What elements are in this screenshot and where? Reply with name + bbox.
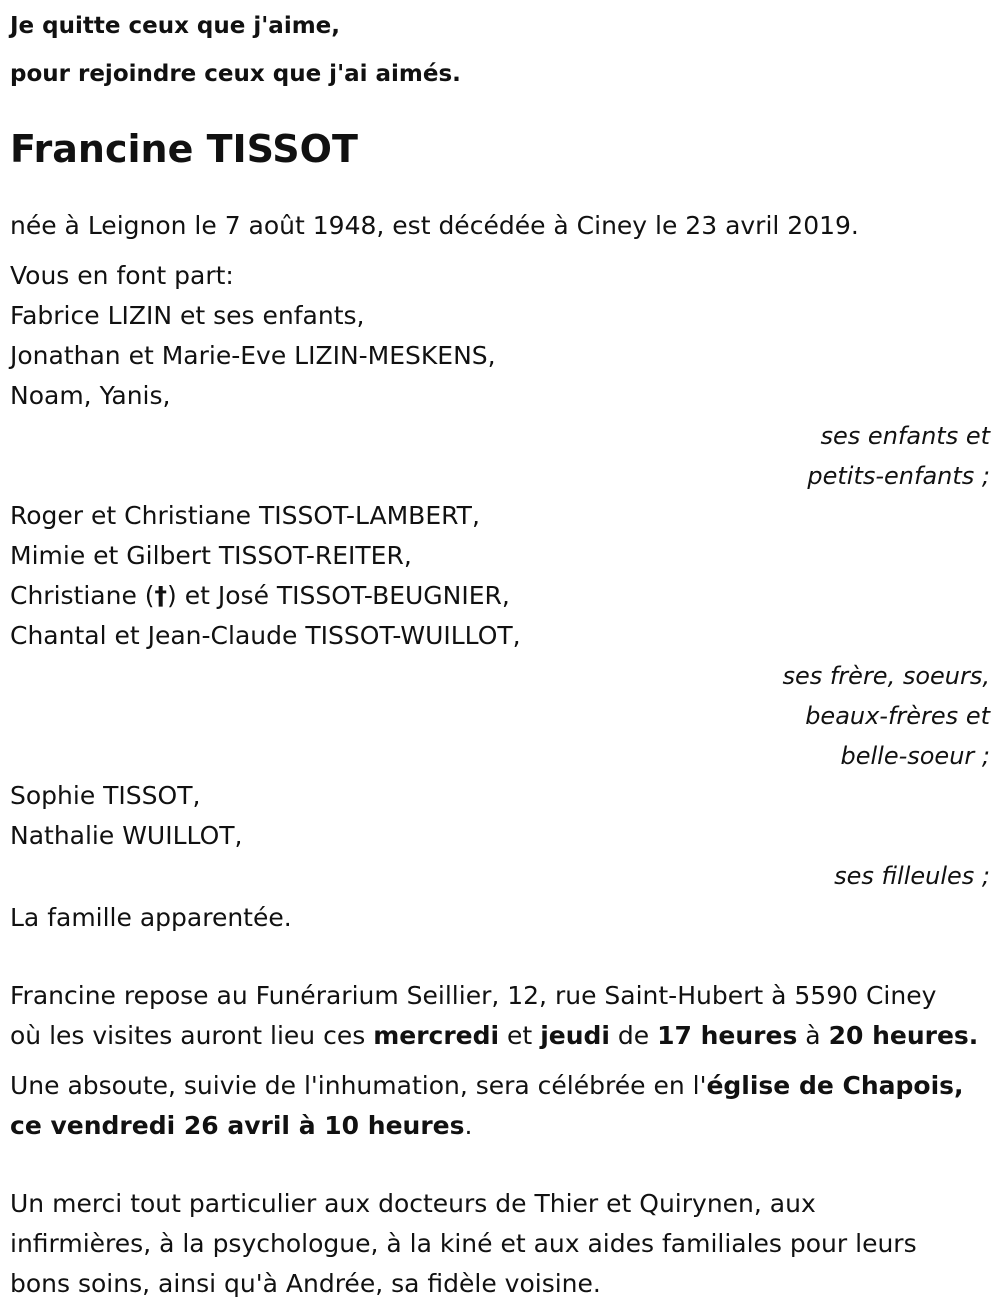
sibling-line-1: Roger et Christiane TISSOT-LAMBERT, [10,501,480,530]
sibling-line-christiane [10,576,990,616]
deceased-cross-icon: † [154,581,168,610]
visitation-day-2: jeudi [540,1021,610,1050]
visitation-day-1: mercredi [373,1021,500,1050]
children-relation-line-2: petits-enfants ; [807,462,990,490]
ceremony-text: Une absoute, suivie de l'inhumation, sera célébrée en l' [10,1071,707,1100]
visitation-line-2 [10,1016,990,1056]
sibling-line-2: Mimie et Gilbert TISSOT-REITER, [10,541,412,570]
thanks-line-1: Un merci tout particulier aux docteurs de Thier et Quirynen, aux [10,1189,816,1218]
siblings-relation-line-3: belle-soeur ; [840,742,990,770]
visitation-text: où les visites auront lieu ces [10,1021,374,1050]
sibling-line-4: Chantal et Jean-Claude TISSOT-WUILLOT, [10,621,521,650]
christiane-after: ) et José TISSOT-BEUGNIER, [167,581,510,610]
ceremony-line-1 [10,1066,990,1106]
visitation-time-start: 17 heures [657,1021,798,1050]
epigraph-line-1: Je quitte ceux que j'aime, [10,13,341,39]
thanks-line-3: bons soins, ainsi qu'à Andrée, sa fidèle voisine. [10,1269,601,1298]
visitation-from: de [609,1021,658,1050]
visitation-and: et [499,1021,541,1050]
children-line-1: Fabrice LIZIN et ses enfants, [10,301,365,330]
birth-death-line: née à Leignon le 7 août 1948, est décédée à Ciney le 23 avril 2019. [10,211,859,240]
visitation-to: à [797,1021,829,1050]
christiane-before: Christiane ( [10,581,155,610]
visitation-line-1: Francine repose au Funérarium Seillier, 12, rue Saint-Hubert à 5590 Ciney [10,981,937,1010]
godchild-line-2: Nathalie WUILLOT, [10,821,243,850]
epigraph-line-2: pour rejoindre ceux que j'ai aimés. [10,61,461,87]
deceased-name: Francine TISSOT [10,127,358,171]
siblings-relation-line-1: ses frère, soeurs, [782,662,990,690]
announcement-intro: Vous en font part: [10,261,234,290]
siblings-relation-line-2: beaux-frères et [805,702,990,730]
godchildren-relation: ses filleules ; [834,862,990,890]
ceremony-line-2 [10,1106,990,1146]
obituary-notice [10,0,990,1304]
children-line-3: Noam, Yanis, [10,381,171,410]
visitation-time-end: 20 heures. [828,1021,979,1050]
children-relation-line-1: ses enfants et [820,422,990,450]
ceremony-end: . [464,1111,473,1140]
thanks-line-2: infirmières, à la psychologue, à la kiné et aux aides familiales pour leurs [10,1229,917,1258]
godchild-line-1: Sophie TISSOT, [10,781,201,810]
family-line: La famille apparentée. [10,903,292,932]
ceremony-date-time: ce vendredi 26 avril à 10 heures [10,1111,465,1140]
ceremony-church: église de Chapois, [706,1071,964,1100]
children-line-2: Jonathan et Marie-Eve LIZIN-MESKENS, [10,341,496,370]
